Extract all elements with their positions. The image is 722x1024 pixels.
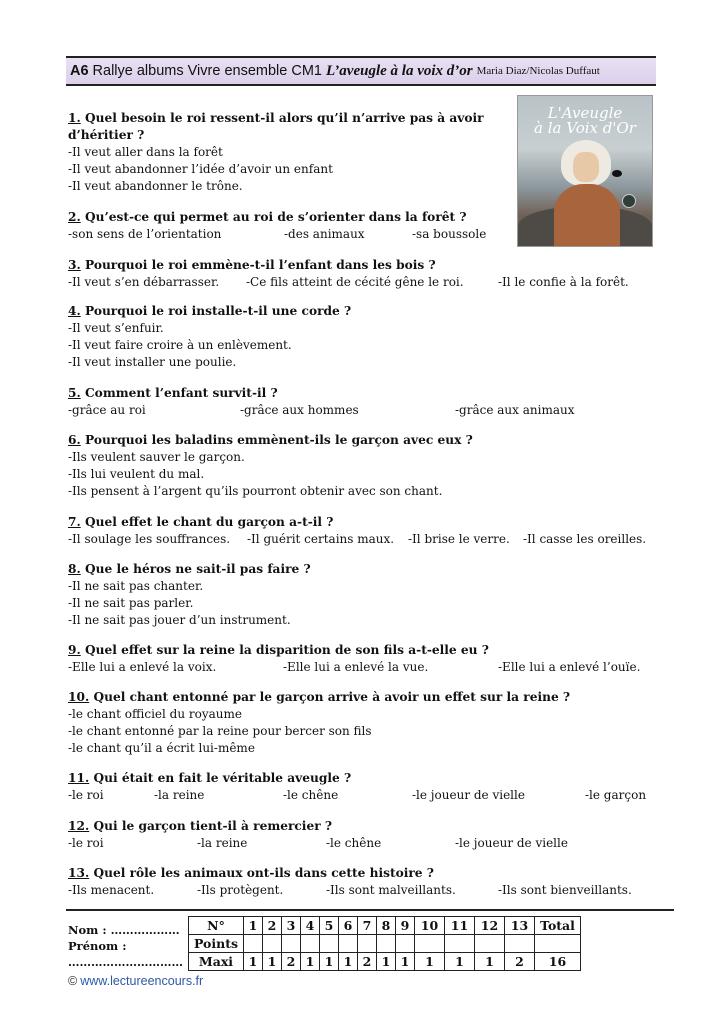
answer-option: -Ils veulent sauver le garçon. — [68, 450, 245, 464]
answer-option: -Elle lui a enlevé la vue. — [283, 660, 429, 674]
answer-option: -la reine — [154, 788, 205, 802]
question-6: 6. Pourquoi les baladins emmènent-ils le garçon avec eux ? -Ils veulent sauver le garçon. -Ils lui veulent du mal. -Ils pensent à l’argent qu’ils pourront obtenir avec son chant. — [68, 433, 473, 498]
footer-credit — [68, 974, 203, 988]
question-10: 10. Quel chant entonné par le garçon arrive à avoir un effet sur la reine ? -le chant officiel du royaume -le chant entonné par la reine pour bercer son fils -le chant qu’il a écrit lui-même — [68, 690, 571, 755]
answer-option: -Il guérit certains maux. — [247, 532, 395, 546]
answer-option: -Elle lui a enlevé l’ouïe. — [498, 660, 641, 674]
question-12: 12. Qui le garçon tient-il à remercier ? -le roi -la reine -le chêne -le joueur de vielle — [68, 819, 568, 850]
divider — [66, 909, 674, 911]
question-9: 9. Quel effet sur la reine la disparition de son fils a-t-elle eu ? -Elle lui a enlevé la voix. -Elle lui a enlevé la vue. -Elle lui a enlevé l’ouïe. — [68, 643, 641, 674]
name-field: Nom : ……………… — [68, 923, 180, 937]
answer-option: -le chant officiel du royaume — [68, 707, 243, 721]
question-13: 13. Quel rôle les animaux ont-ils dans cette histoire ? -Ils menacent. -Ils protègent. -Ils sont malveillants. -Ils sont bienveillants. — [68, 866, 632, 897]
answer-option: -Elle lui a enlevé la voix. — [68, 660, 217, 674]
answer-option: -grâce aux hommes — [240, 403, 359, 417]
answer-option: -Ils protègent. — [197, 883, 284, 897]
answer-option: -le chant qu’il a écrit lui-même — [68, 741, 255, 755]
question-2: 2. Qu’est-ce qui permet au roi de s’orienter dans la forêt ? -son sens de l’orientation -des animaux -sa boussole — [68, 210, 487, 241]
answer-option: -Il le confie à la forêt. — [498, 275, 629, 289]
answer-option: -Il ne sait pas chanter. — [68, 579, 204, 593]
copyright-icon: © — [68, 974, 78, 988]
answer-option: -Il soulage les souffrances. — [68, 532, 231, 546]
answer-option: -le roi — [68, 836, 104, 850]
question-8: 8. Que le héros ne sait-il pas faire ? -Il ne sait pas chanter. -Il ne sait pas parler. -Il ne sait pas jouer d’un instrument. — [68, 562, 311, 627]
answer-option: -des animaux — [284, 227, 365, 241]
answer-option: -le joueur de vielle — [455, 836, 568, 850]
answer-option: -le roi — [68, 788, 104, 802]
answer-option: -grâce au roi — [68, 403, 146, 417]
answer-option: -Il casse les oreilles. — [523, 532, 647, 546]
answer-option: -Il brise le verre. — [408, 532, 510, 546]
answer-option: -son sens de l’orientation — [68, 227, 222, 241]
book-authors: Maria Diaz/Nicolas Duffaut — [476, 65, 600, 77]
answer-option: -Ils sont malveillants. — [326, 883, 456, 897]
score-table — [188, 916, 581, 971]
question-3: 3. Pourquoi le roi emmène-t-il l’enfant dans les bois ? -Il veut s’en débarrasser. -Ce fils atteint de cécité gêne le roi. -Il le confie à la forêt. — [68, 258, 629, 289]
series-title: Rallye albums Vivre ensemble CM1 — [92, 63, 322, 79]
answer-option: -Ils sont bienveillants. — [498, 883, 632, 897]
answer-option: -Ils menacent. — [68, 883, 155, 897]
answer-option: -Il veut s’enfuir. — [68, 321, 164, 335]
table-row: Points — [189, 935, 581, 953]
answer-option: -Il ne sait pas parler. — [68, 596, 194, 610]
question-11: 11. Qui était en fait le véritable aveugle ? -le roi -la reine -le chêne -le joueur de vielle -le garçon — [68, 771, 647, 802]
answer-option: -sa boussole — [412, 227, 487, 241]
question-1: 1. Quel besoin le roi ressent-il alors qu’il n’arrive pas à avoir d’héritier ? -Il veut aller dans la forêt -Il veut abandonner l’idée d’avoir un enfant -Il veut abandonner le trône. — [68, 111, 484, 193]
answer-option: -Ils pensent à l’argent qu’ils pourront obtenir avec son chant. — [68, 484, 443, 498]
answer-option: -le chêne — [283, 788, 339, 802]
answer-option: -le joueur de vielle — [412, 788, 525, 802]
answer-option: -Ce fils atteint de cécité gêne le roi. — [246, 275, 464, 289]
answer-option: -Ils lui veulent du mal. — [68, 467, 205, 481]
question-7: 7. Quel effet le chant du garçon a-t-il ? -Il soulage les souffrances. -Il guérit certains maux. -Il brise le verre. -Il casse les oreilles. — [68, 515, 647, 546]
answer-option: -Il veut abandonner l’idée d’avoir un enfant — [68, 162, 333, 176]
firstname-field: Prénom : — [68, 939, 127, 953]
answer-option: -Il veut installer une poulie. — [68, 355, 237, 369]
cover-title: L'Aveugle à la Voix d'Or — [534, 104, 636, 137]
website-link[interactable]: www.lectureencours.fr — [80, 974, 204, 988]
answer-option: -le chant entonné par la reine pour bercer son fils — [68, 724, 372, 738]
table-row: Maxi 1 1 2 1 1 1 2 1 1 1 1 1 2 16 — [189, 953, 581, 971]
answer-option: -grâce aux animaux — [455, 403, 575, 417]
dotted-line: ………………………… — [68, 955, 183, 969]
crow-illustration — [612, 170, 622, 177]
answer-option: -le chêne — [326, 836, 382, 850]
table-row: N° 1 2 3 4 5 6 7 8 9 10 11 12 13 Total — [189, 917, 581, 935]
answer-option: -Il veut aller dans la forêt — [68, 145, 223, 159]
answer-option: -Il veut abandonner le trône. — [68, 179, 243, 193]
answer-option: -le garçon — [585, 788, 647, 802]
question-5: 5. Comment l’enfant survit-il ? -grâce au roi -grâce aux hommes -grâce aux animaux — [68, 386, 575, 417]
book-title: L’aveugle à la voix d’or — [325, 62, 473, 79]
answer-option: -Il veut s’en débarrasser. — [68, 275, 220, 289]
answer-option: -Il ne sait pas jouer d’un instrument. — [68, 613, 291, 627]
answer-option: -Il veut faire croire à un enlèvement. — [68, 338, 292, 352]
student-identity — [68, 922, 183, 970]
question-4: 4. Pourquoi le roi installe-t-il une corde ? -Il veut s’enfuir. -Il veut faire croire à un enlèvement. -Il veut installer une poulie. — [68, 304, 352, 369]
answer-option: -la reine — [197, 836, 248, 850]
sheet-code: A6 — [70, 63, 89, 79]
title-banner — [66, 56, 656, 86]
